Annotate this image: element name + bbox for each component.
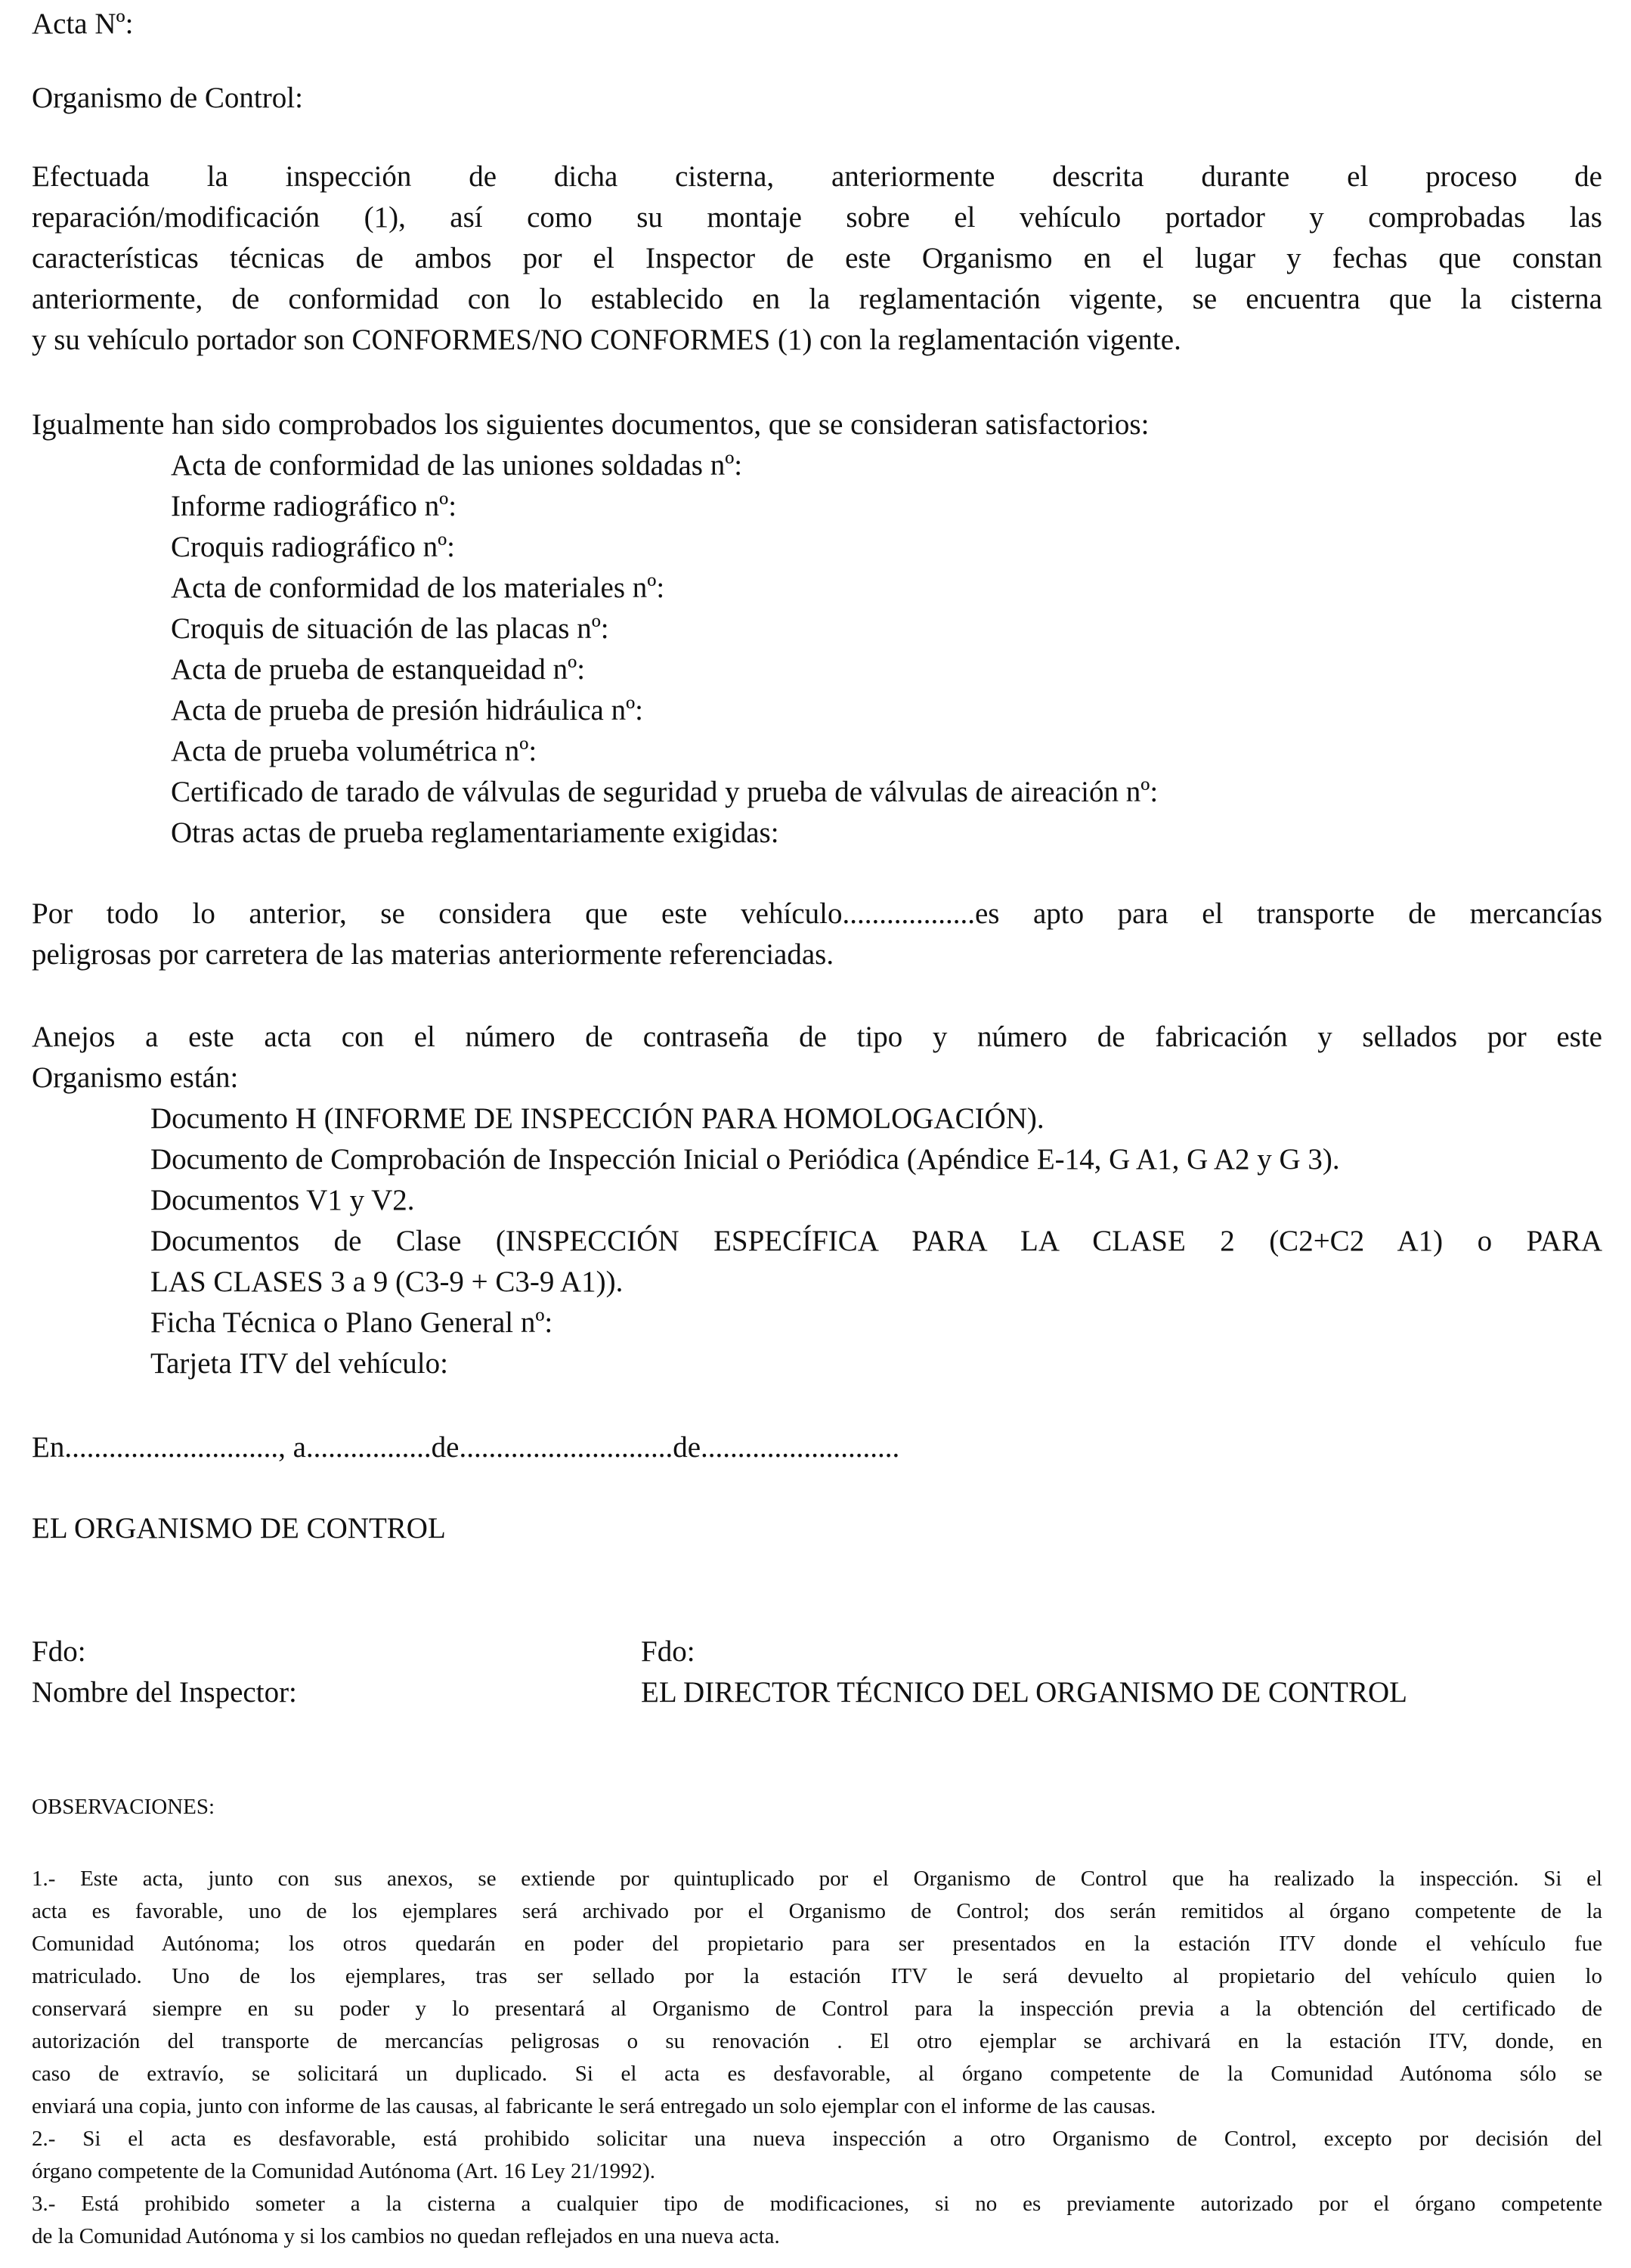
paragraph-line: reparación/modificación (1), así como su montaje sobre el vehículo portador y comprobadas las bbox=[32, 201, 1602, 234]
note-line: de la Comunidad Autónoma y si los cambios no quedan reflejados en una nueva acta. bbox=[32, 2224, 780, 2248]
anejos-intro-line: Organismo están: bbox=[32, 1061, 239, 1094]
note-line: Comunidad Autónoma; los otros quedarán en poder del propietario para ser presentados en la estación ITV donde el vehículo fue bbox=[32, 1932, 1602, 1956]
document-item: Acta de conformidad de los materiales nº: bbox=[171, 572, 665, 604]
document-item: Acta de prueba de estanqueidad nº: bbox=[171, 653, 586, 686]
note-line: 3.- Está prohibido someter a la cisterna a cualquier tipo de modificaciones, si no es previamente autorizado por el órgano competente bbox=[32, 2192, 1602, 2216]
anejo-item: Documento de Comprobación de Inspección Inicial o Periódica (Apéndice E-14, G A1, G A2 y G 3). bbox=[150, 1143, 1340, 1176]
paragraph-line: anteriormente, de conformidad con lo establecido en la reglamentación vigente, se encuentra que la cisterna bbox=[32, 283, 1602, 315]
note-line: autorización del transporte de mercancías peligrosas o su renovación . El otro ejemplar se archivará en la estación ITV, donde, en bbox=[32, 2029, 1602, 2053]
inspector-signature-label: Fdo: bbox=[32, 1635, 86, 1668]
anejo-item: LAS CLASES 3 a 9 (C3-9 + C3-9 A1)). bbox=[150, 1266, 624, 1298]
note-line: conservará siempre en su poder y lo presentará al Organismo de Control para la inspección previa a la obtención del certificado de bbox=[32, 1997, 1602, 2021]
observaciones-title: OBSERVACIONES: bbox=[32, 1795, 215, 1819]
anejo-item: Documentos de Clase (INSPECCIÓN ESPECÍFICA PARA LA CLASE 2 (C2+C2 A1) o PARA bbox=[150, 1225, 1602, 1257]
organismo-label: Organismo de Control: bbox=[32, 82, 303, 114]
document-item: Acta de prueba volumétrica nº: bbox=[171, 735, 537, 767]
conclusion-line: Por todo lo anterior, se considera que este vehículo..................es apto para el transporte de mercancías bbox=[32, 897, 1602, 930]
organismo-control-title: EL ORGANISMO DE CONTROL bbox=[32, 1512, 446, 1545]
paragraph-line: características técnicas de ambos por el Inspector de este Organismo en el lugar y fechas que constan bbox=[32, 242, 1602, 274]
note-line: 2.- Si el acta es desfavorable, está prohibido solicitar una nueva inspección a otro Organismo de Control, excepto por decisión del bbox=[32, 2127, 1602, 2151]
anejo-item: Tarjeta ITV del vehículo: bbox=[150, 1347, 448, 1380]
document-item: Certificado de tarado de válvulas de seguridad y prueba de válvulas de aireación nº: bbox=[171, 776, 1159, 808]
place-date-line: En............................., a.................de.............................de........................... bbox=[32, 1431, 900, 1464]
acta-number-label: Acta Nº: bbox=[32, 8, 134, 40]
document-item: Informe radiográfico nº: bbox=[171, 490, 457, 522]
document-item: Otras actas de prueba reglamentariamente exigidas: bbox=[171, 816, 779, 849]
note-line: matriculado. Uno de los ejemplares, tras ser sellado por la estación ITV le será devuelto al propietario del vehículo quien lo bbox=[32, 1964, 1602, 1988]
anejos-intro-line: Anejos a este acta con el número de contraseña de tipo y número de fabricación y sellados por este bbox=[32, 1021, 1602, 1053]
anejo-item: Documentos V1 y V2. bbox=[150, 1184, 415, 1216]
note-line: caso de extravío, se solicitará un duplicado. Si el acta es desfavorable, al órgano competente de la Comunidad Autónoma sólo se bbox=[32, 2062, 1602, 2086]
anejo-item: Documento H (INFORME DE INSPECCIÓN PARA HOMOLOGACIÓN). bbox=[150, 1102, 1045, 1135]
document-item: Croquis de situación de las placas nº: bbox=[171, 612, 609, 645]
document-item: Acta de conformidad de las uniones soldadas nº: bbox=[171, 449, 743, 482]
note-line: 1.- Este acta, junto con sus anexos, se extiende por quintuplicado por el Organismo de Control que ha realizado la inspección. Si el bbox=[32, 1867, 1602, 1891]
document-item: Acta de prueba de presión hidráulica nº: bbox=[171, 694, 644, 727]
conclusion-line: peligrosas por carretera de las materias anteriormente referenciadas. bbox=[32, 938, 834, 971]
inspector-name-label: Nombre del Inspector: bbox=[32, 1676, 297, 1709]
director-title: EL DIRECTOR TÉCNICO DEL ORGANISMO DE CONTROL bbox=[641, 1676, 1407, 1709]
paragraph-line: Efectuada la inspección de dicha cisterna, anteriormente descrita durante el proceso de bbox=[32, 160, 1602, 193]
anejo-item: Ficha Técnica o Plano General nº: bbox=[150, 1306, 553, 1339]
document-item: Croquis radiográfico nº: bbox=[171, 531, 456, 563]
director-signature-label: Fdo: bbox=[641, 1635, 695, 1668]
note-line: órgano competente de la Comunidad Autónoma (Art. 16 Ley 21/1992). bbox=[32, 2159, 655, 2183]
documents-intro: Igualmente han sido comprobados los siguientes documentos, que se consideran satisfactorios: bbox=[32, 408, 1150, 441]
note-line: acta es favorable, uno de los ejemplares será archivado por el Organismo de Control; dos serán remitidos al órgano competente de la bbox=[32, 1899, 1602, 1923]
paragraph-line: y su vehículo portador son CONFORMES/NO CONFORMES (1) con la reglamentación vigente. bbox=[32, 324, 1181, 356]
note-line: enviará una copia, junto con informe de las causas, al fabricante le será entregado un solo ejemplar con el informe de las causas. bbox=[32, 2094, 1156, 2118]
document-page bbox=[32, 0, 1602, 2268]
